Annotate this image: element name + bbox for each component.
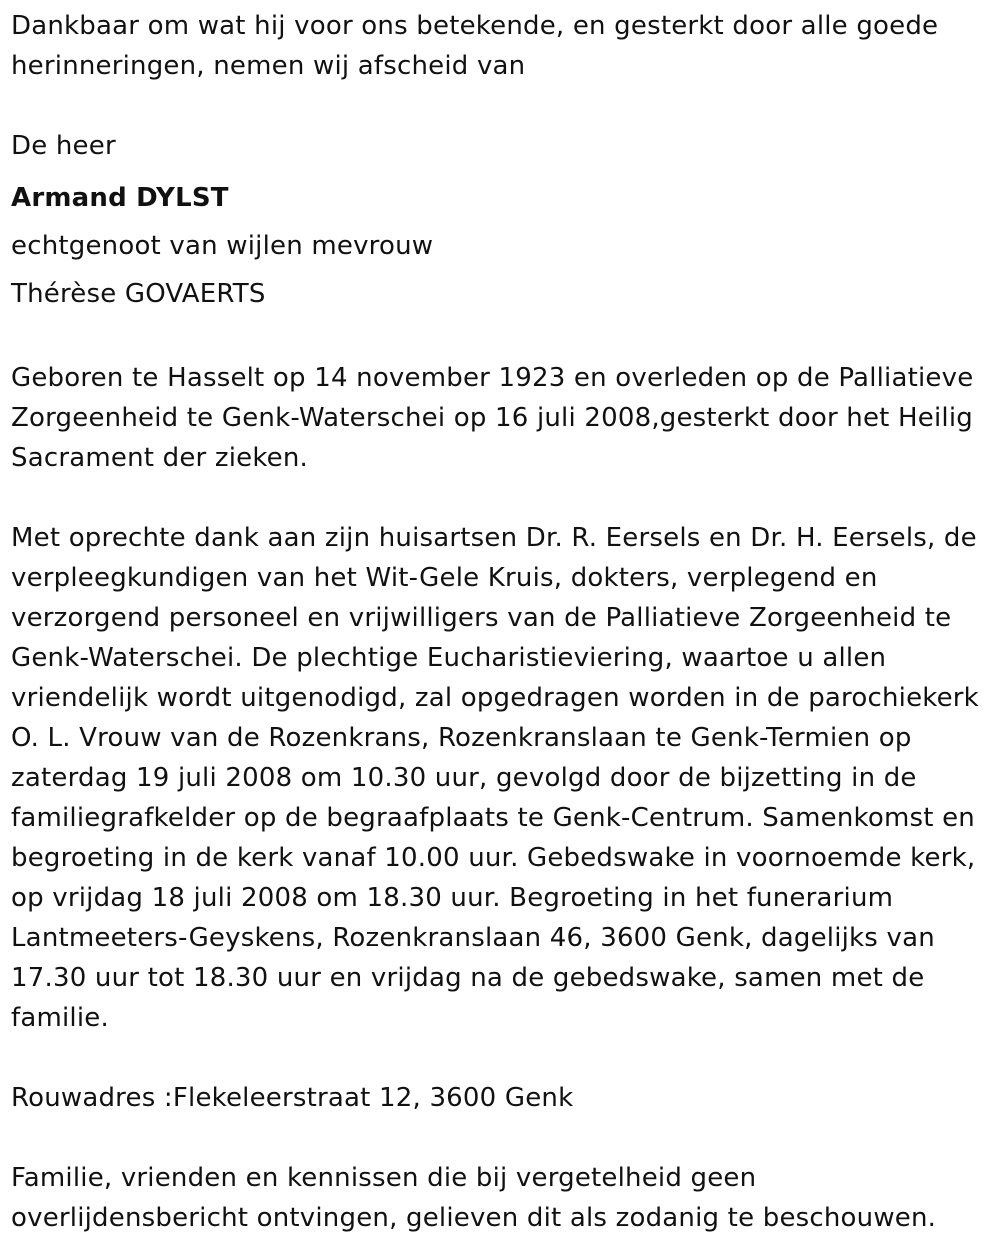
- spouse-name: Thérèse GOVAERTS: [11, 279, 266, 309]
- mourning-address: Rouwadres :Flekeleerstraat 12, 3600 Genk: [11, 1083, 574, 1113]
- paragraph-line: Familie, vrienden en kennissen die bij vergetelheid geen: [11, 1163, 757, 1193]
- paragraph-line: op vrijdag 18 juli 2008 om 18.30 uur. Begroeting in het funerarium: [11, 883, 894, 913]
- spacer: [11, 1118, 990, 1158]
- thanks-paragraph: [11, 518, 990, 1038]
- paragraph-line: familiegrafkelder op de begraafplaats te Genk-Centrum. Samenkomst en: [11, 803, 975, 833]
- paragraph-line: Geboren te Hasselt op 14 november 1923 en overleden op de Palliatieve: [11, 363, 974, 393]
- spacer: [11, 478, 990, 518]
- intro-line: Dankbaar om wat hij voor ons betekende, en gesterkt door alle goede: [11, 11, 939, 41]
- salutation: De heer: [11, 131, 116, 161]
- spouse-label: echtgenoot van wijlen mevrouw: [11, 231, 434, 261]
- paragraph-line: overlijdensbericht ontvingen, gelieven dit als zodanig te beschouwen.: [11, 1203, 937, 1233]
- paragraph-line: verzorgend personeel en vrijwilligers van de Palliatieve Zorgeenheid te: [11, 603, 952, 633]
- paragraph-line: Genk-Waterschei. De plechtige Eucharistieviering, waartoe u allen: [11, 643, 887, 673]
- paragraph-line: zaterdag 19 juli 2008 om 10.30 uur, gevolgd door de bijzetting in de: [11, 763, 917, 793]
- paragraph-line: verpleegkundigen van het Wit-Gele Kruis, dokters, verplegend en: [11, 563, 878, 593]
- deceased-name: Armand DYLST: [11, 183, 229, 213]
- paragraph-line: Met oprechte dank aan zijn huisartsen Dr. R. Eersels en Dr. H. Eersels, de: [11, 523, 977, 553]
- paragraph-line: familie.: [11, 1003, 109, 1033]
- paragraph-line: vriendelijk wordt uitgenodigd, zal opgedragen worden in de parochiekerk: [11, 683, 979, 713]
- spacer: [11, 318, 990, 358]
- paragraph-line: 17.30 uur tot 18.30 uur en vrijdag na de gebedswake, samen met de: [11, 963, 925, 993]
- closing-paragraph: [11, 1158, 990, 1238]
- intro-line: herinneringen, nemen wij afscheid van: [11, 51, 526, 81]
- spacer: [11, 1038, 990, 1078]
- birth-death-paragraph: [11, 358, 990, 478]
- intro-paragraph: [11, 6, 990, 86]
- paragraph-line: O. L. Vrouw van de Rozenkrans, Rozenkranslaan te Genk-Termien op: [11, 723, 912, 753]
- spacer: [11, 86, 990, 126]
- paragraph-line: begroeting in de kerk vanaf 10.00 uur. Gebedswake in voornoemde kerk,: [11, 843, 976, 873]
- paragraph-line: Sacrament der zieken.: [11, 443, 309, 473]
- paragraph-line: Lantmeeters-Geyskens, Rozenkranslaan 46, 3600 Genk, dagelijks van: [11, 923, 935, 953]
- paragraph-line: Zorgeenheid te Genk-Waterschei op 16 juli 2008,gesterkt door het Heilig: [11, 403, 973, 433]
